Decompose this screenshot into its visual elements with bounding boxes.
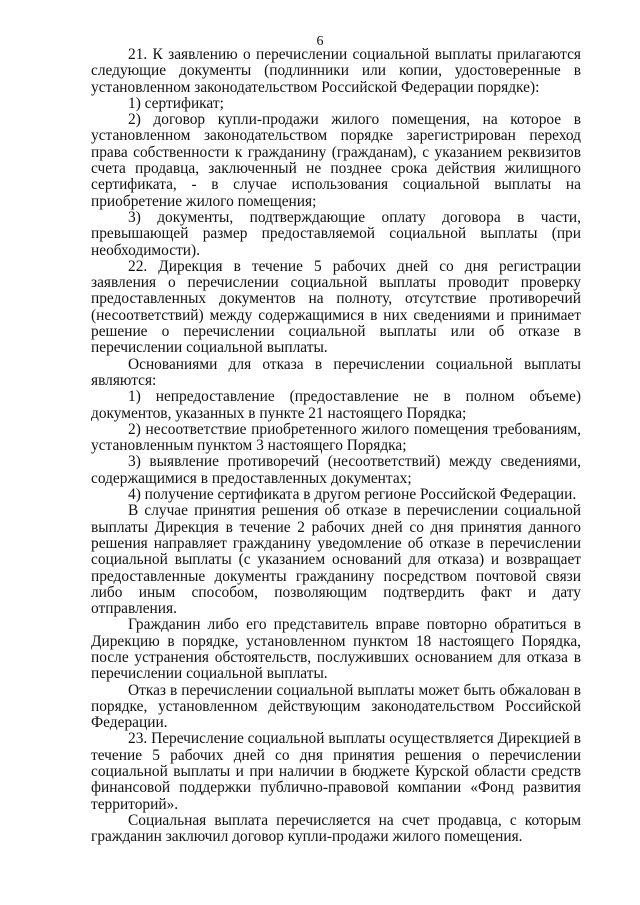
paragraph-appeal: Отказ в перечислении социальной выплаты может быть обжалован в порядке, установленном действующим законодательством Российской Федерации. [91, 681, 581, 732]
paragraph-23: 23. Перечисление социальной выплаты осуществляется Дирекцией в течение 5 рабочих дней со дня принятия решения о перечислении социальной выплаты и при наличии в бюджете Курской области средств финансовой поддержки публично-правовой компании «Фонд развития территорий». [91, 730, 581, 813]
paragraph-seller-account: Социальная выплата перечисляется на счет продавца, с которым гражданин заключил договор купли-продажи жилого помещения. [91, 811, 581, 846]
document-body [91, 47, 581, 846]
list-item-certificate: 1) сертификат; [128, 94, 224, 112]
paragraph-refusal-notice: В случае принятия решения об отказе в перечислении социальной выплаты Дирекция в течение 2 рабочих дней со дня принятия данного решения направляет гражданину уведомление об отказе в перечислении социальной выплаты (с указанием оснований для отказа) и возвращает предоставленные документы гражданину посредством почтовой связи либо иным способом, позволяющим подтвердить факт и дату отправления. [91, 502, 581, 618]
page-number: 6 [316, 34, 324, 49]
list-item-payment-documents: 3) документы, подтверждающие оплату договора в части, превышающей размер предоставляемой социальной выплаты (при необходимости). [91, 208, 581, 259]
list-item-ground-3: 3) выявление противоречий (несоответствий) между сведениями, содержащимися в предоставленных документах; [91, 453, 581, 487]
list-item-purchase-contract: 2) договор купли-продажи жилого помещения, на которое в установленном законодательством порядке зарегистрирован переход права собственности к гражданину (гражданам), с указанием реквизитов счета продавца, заключенный не позднее срока действия жилищного сертификата, - в случае использования социальной выплаты на приобретение жилого помещения; [91, 111, 581, 210]
list-item-ground-4: 4) получение сертификата в другом регионе Российской Федерации. [128, 486, 577, 504]
paragraph-reapply: Гражданин либо его представитель вправе повторно обратиться в Дирекцию в порядке, установленном пунктом 18 настоящего Порядка, после устранения обстоятельств, послуживших основанием для отказа в перечислении социальной выплаты. [91, 616, 581, 683]
paragraph-21-intro: 21. К заявлению о перечислении социальной выплаты прилагаются следующие документы (подлинники или копии, удостоверенные в установленном законодательством Российской Федерации порядке): [91, 46, 581, 96]
paragraph-22: 22. Дирекция в течение 5 рабочих дней со дня регистрации заявления о перечислении социальной выплаты проводит проверку предоставленных документов на полноту, отсутствие противоречий (несоответствий) между содержащимися в них сведениями и принимает решение о перечислении социальной выплаты или об отказе в перечислении социальной выплаты. [91, 257, 581, 357]
list-item-ground-2: 2) несоответствие приобретенного жилого помещения требованиям, установленным пунктом 3 настоящего Порядка; [91, 420, 581, 455]
paragraph-refusal-grounds: Основаниями для отказа в перечислении социальной выплаты являются: [91, 355, 581, 389]
list-item-ground-1: 1) непредоставление (предоставление не в полном объеме) документов, указанных в пункте 21 настоящего Порядка; [91, 388, 581, 422]
